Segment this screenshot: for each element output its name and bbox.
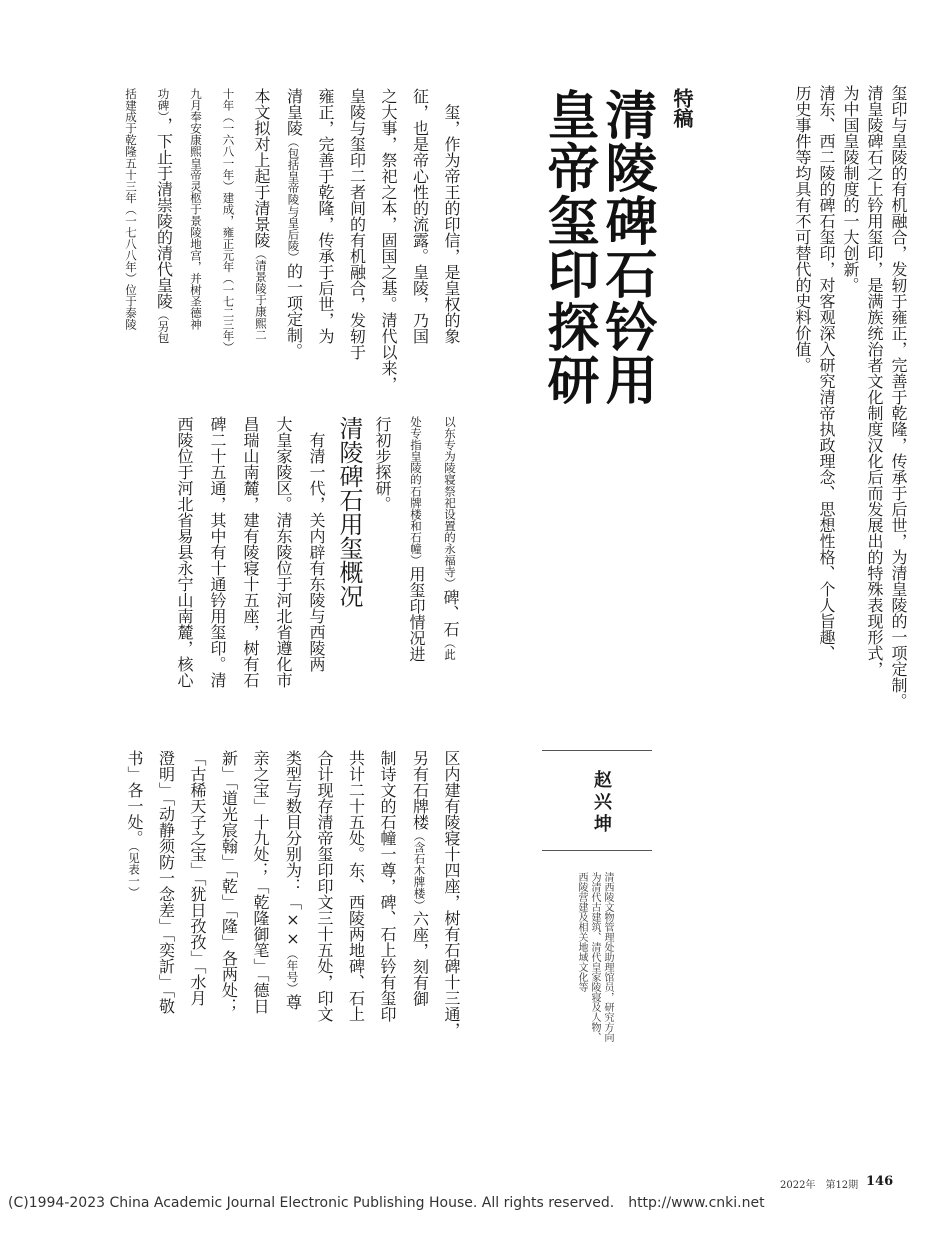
upper-col-1: 玺，作为帝王的印信，是皇权的象 [442, 88, 461, 344]
author-bio [575, 872, 614, 1042]
upper-col-6 [285, 88, 304, 359]
middle-col-1-text: 碑、石 [441, 588, 460, 637]
author-top-rule [542, 750, 652, 751]
lower-col-7: 亲之宝」十九处；「乾隆御笔」「德日 [251, 750, 270, 1014]
middle-col-1-note: 以东专为陵寝祭祀设置的永福寺） [443, 416, 457, 589]
author-name: 赵兴坤 [591, 770, 612, 836]
lower-col-3: 制诗文的石幢一尊，碑、石上钤有玺印 [378, 750, 397, 1022]
upper-col-5: 雍正，完善于乾隆，传承于后世，为 [316, 88, 335, 344]
lower-col-4: 共计二十五处。东、西陵两地碑、石上 [346, 750, 366, 1022]
author-bottom-rule [542, 850, 652, 851]
middle-col-2 [407, 416, 426, 662]
lower-col-9: 「古稀天子之宝」「犹日孜孜」「水月 [188, 750, 207, 1006]
upper-col-2: 征，也是帝心性的流露。皇陵，乃国 [410, 88, 430, 344]
upper-col-3: 之大事，祭祀之本，固国之基。清代以来， [379, 88, 398, 392]
upper-col-10 [155, 88, 174, 343]
abstract-line-1: 玺印与皇陵的有机融合，发轫于雍正，完善于乾隆，传承于后世，为清皇陵的一项定制。 [889, 85, 908, 709]
middle-col-2-text: 用玺印情况进 [407, 565, 426, 662]
middle-col-7: 碑二十五通，其中有十通钤用玺印。清 [208, 416, 227, 688]
body-lower [122, 750, 467, 1070]
middle-col-1 [441, 416, 460, 660]
upper-col-10-note-b: （另包 [156, 308, 171, 344]
upper-col-7-text: 本文拟对上起于清景陵 [252, 88, 271, 248]
lower-col-2-text-b: 六座，刻有御 [410, 910, 430, 1007]
lower-col-11-text: 书」各一处。 [125, 750, 144, 846]
body-upper [122, 88, 467, 392]
middle-col-2-note: 处专指皇陵的石牌楼和石幢） [409, 416, 423, 566]
middle-col-4: 有清一代，关内辟有东陵与西陵两 [307, 416, 326, 672]
body-middle [122, 416, 467, 716]
middle-col-8: 西陵位于河北省易县永宁山南麓，核心 [175, 416, 194, 688]
section-heading: 清陵碑石用玺概况 [335, 416, 363, 608]
upper-col-10-note: 功碑） [156, 88, 171, 117]
lower-col-6-note: （年号） [285, 948, 300, 995]
middle-col-3: 行初步探研。 [373, 416, 392, 512]
middle-col-6: 昌瑞山南麓，建有陵寝十五座，树有石 [241, 416, 260, 688]
abstract-line-3: 为中国皇陵制度的一大创新。 [841, 85, 860, 293]
lower-col-6-text: 类型与数目分别为：「×× [283, 750, 303, 948]
upper-col-10-text: ，下止于清崇陵的清代皇陵 [154, 116, 174, 309]
issue-label: 2022年 第12期 [780, 1180, 859, 1191]
lower-col-11-note: （见表一） [127, 846, 141, 898]
lower-col-1: 区内建有陵寝十四座，树有石碑十三通， [442, 750, 461, 1038]
author-bio-line-1: 清西陵文物管理处助理馆员，研究方向 [602, 872, 613, 1042]
lower-col-8: 新」「道光宸翰」「乾」「隆」各两处； [219, 750, 239, 1014]
upper-col-8: 十年（一六八一年）建成，雍正元年（一七二三年） [221, 88, 236, 353]
lower-col-6 [284, 750, 303, 1010]
lower-col-10: 澄明」「动静须防一念差」「奕訢」「敬 [156, 750, 176, 1014]
middle-col-5: 大皇家陵区。清东陵位于河北省遵化市 [274, 416, 293, 688]
upper-col-4: 皇陵与玺印二者间的有机融合，发轫于 [347, 88, 367, 360]
lower-col-6-text-b: 尊 [283, 994, 303, 1011]
title-line-1: 清陵碑石钤用 [596, 88, 657, 406]
upper-col-9: 九月奉安康熙皇帝灵柩于景陵地宫，并树圣德神 [189, 88, 203, 330]
author-bio-line-2: 为清代古建筑、清代皇家陵寝及人物、 [589, 872, 600, 1042]
lower-col-2-note: （含石木牌楼） [412, 830, 427, 911]
upper-col-7-note: （清景陵于康熙二 [254, 248, 268, 341]
section-tag: 特稿 [670, 88, 694, 128]
lower-col-5: 合计现存清帝玺印印文三十五处，印文 [315, 750, 334, 1022]
upper-col-6-text: 清皇陵 [284, 88, 304, 136]
upper-col-11: 括建成于乾隆五十三年（一七八八年）位于泰陵 [124, 88, 138, 330]
lower-col-11 [125, 750, 144, 898]
title-line-2: 皇帝玺印探研 [538, 88, 599, 406]
copyright-notice: (C)1994-2023 China Academic Journal Electronic Publishing House. All rights reserved. http://www.cnki.net [8, 1195, 765, 1211]
abstract-line-4: 清东、西二陵的碑石玺印，对客观深入研究清帝执政理念、思想性格、个人旨趣、 [817, 85, 836, 661]
upper-col-6-text-b: 的一项定制。 [284, 262, 304, 359]
lower-col-2-text: 另有石牌楼 [410, 750, 430, 830]
upper-col-6-note: （包括皇帝陵与皇后陵） [286, 136, 301, 263]
page-number: 146 [866, 1174, 894, 1189]
lower-col-2 [411, 750, 430, 1007]
abstract-line-5: 历史事件等均具有不可替代的史料价值。 [793, 85, 812, 373]
abstract [780, 85, 910, 785]
abstract-line-2: 清皇陵碑石之上钤用玺印，是满族统治者文化制度汉化后而发展出的特殊表现形式， [865, 85, 884, 677]
upper-col-7 [252, 88, 271, 340]
author-bio-line-3: 西陵营建及相关地域文化等 [576, 872, 587, 992]
middle-col-1-note-b: （此 [443, 636, 457, 660]
